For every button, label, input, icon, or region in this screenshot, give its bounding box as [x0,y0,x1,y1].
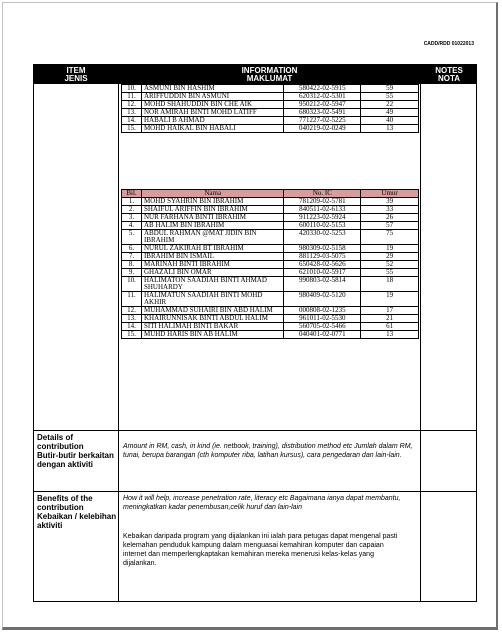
form-table [33,64,477,602]
cell-no: 11. [122,93,142,101]
cell-no: 10. [122,85,142,93]
participant-row [122,230,419,245]
cell-name: MOHD SYAHRIN BIN IBRAHIM [141,198,284,206]
table-header [34,65,476,84]
cell-ic: 420330-02-5253 [284,230,361,245]
cell-name: SITI HALIMAH BINTI BAKAR [141,323,284,331]
header-notes [421,67,477,83]
participant-list-continued [121,84,419,133]
participant-row [122,125,419,133]
header-info-en: INFORMATION [241,66,298,75]
participant-row [122,277,419,292]
cell-ic: 621010-02-5917 [284,269,361,277]
cell-age: 26 [361,214,419,222]
col-header-ic: No. IC [284,190,361,198]
cell-ic: 980309-02-5158 [284,245,361,253]
cell-ic: 781209-02-5781 [284,198,361,206]
details-label [37,433,117,469]
cell-age: 22 [361,101,419,109]
cell-ic: 950212-02-5947 [284,101,361,109]
cell-ic: 771227-02-5225 [284,117,361,125]
cell-ic: 000808-02-1235 [284,307,361,315]
col-header-age: Umur [361,190,419,198]
cell-name: IBRAHIM BIN ISMAIL [141,253,284,261]
benefits-text: Kebaikan daripada program yang dijalankan ini ialah para petugas dapat mengenal pasti kelemahan penduduk kampung dalam menguasai kemahiran komputer dan capaian internet dan memperlengkaptakan kemahiran mereka menerusi kelas-kelas yang dijalankan. [123,533,398,567]
cell-age: 75 [361,230,419,245]
cell-ic: 980409-02-5120 [284,292,361,307]
cell-name: MUHAMMAD SUHAIRI BIN ABD HALIM [141,307,284,315]
cell-name: KHAIRUNNISAK BINTI ABDUL HALIM [141,315,284,323]
cell-ic: 990803-02-5814 [284,277,361,292]
cell-no: 15. [122,125,142,133]
cell-ic: 881129-03-5075 [284,253,361,261]
cell-no: 4. [122,222,142,230]
cell-name: SHAIFUL ARIFFIN BIN IBRAHIM [141,206,284,214]
details-label-en: Details of contribution [37,433,84,451]
cell-no: 8. [122,261,142,269]
document-code: CADD/RDD 01022013 [423,41,474,47]
cell-ic: 840511-02-6133 [284,206,361,214]
cell-age: 55 [361,93,419,101]
cell-age: 19 [361,245,419,253]
cell-name: GHAZALI BIN OMAR [141,269,284,277]
cell-name: MOHD SHAHUDDIN BIN CHE AIK [141,101,284,109]
cell-name: MARINAH BINTI IBRAHIM [141,261,284,269]
cell-age: 21 [361,315,419,323]
cell-age: 57 [361,222,419,230]
cell-age: 52 [361,261,419,269]
cell-no: 12. [122,307,142,315]
cell-ic: 040401-02-0771 [284,331,361,339]
cell-no: 9. [122,269,142,277]
cell-no: 7. [122,253,142,261]
cell-ic: 911223-02-5924 [284,214,361,222]
cell-age: 40 [361,117,419,125]
cell-no: 13. [122,109,142,117]
row-divider-1 [34,430,476,431]
cell-age: 29 [361,253,419,261]
cell-name: ASMUNI BIN HASHIM [141,85,284,93]
cell-ic: 580422-02-5915 [284,85,361,93]
cell-age: 59 [361,85,419,93]
cell-name: NUR FARHANA BINTI IBRAHIM [141,214,284,222]
cell-no: 10. [122,277,142,292]
cell-name: NURUL ZAKIRAH BT IBRAHIM [141,245,284,253]
cell-no: 6. [122,245,142,253]
cell-age: 39 [361,198,419,206]
col-header-name: Nama [141,190,284,198]
cell-no: 3. [122,214,142,222]
benefits-prompt: How it will help, increase penetration rate, literacy etc Bagaimana ianya dapat membantu, meningkatkan kadar penembusan,celik huruf dan lain-lain [123,495,401,511]
header-notes-ms: NOTA [437,74,461,83]
header-item-en: ITEM [66,66,86,75]
details-label-ms: Butir-butir berkaitan dengan aktiviti [37,451,114,469]
cell-no: 13. [122,315,142,323]
cell-age: 18 [361,277,419,292]
cell-name: HALIMATUN SAADIAH BINTI MOHD AKHIR [141,292,284,307]
benefits-label [37,494,117,530]
header-item-ms: JENIS [64,74,88,83]
column-divider-1 [118,84,119,430]
cell-ic: 961011-02-5530 [284,315,361,323]
cell-ic: 040219-02-0249 [284,125,361,133]
participant-row [122,292,419,307]
cell-name: HABALI B AHMAD [141,117,284,125]
cell-age: 19 [361,292,419,307]
header-item [34,67,118,83]
cell-ic: 680323-02-5491 [284,109,361,117]
row-divider-2 [34,491,476,492]
details-text: Amount in RM, cash, in kind (ie. netbook, training), distribution method etc Jumlah dalam RM, tunai, berupa barangan (cth komputer riba, latihan kursus), cara pengedaran dan lain-lain. [123,443,413,459]
cell-name: AB HALIM BIN IBRAHIM [141,222,284,230]
header-info [119,67,420,83]
cell-no: 12. [122,101,142,109]
cell-no: 14. [122,323,142,331]
cell-name: NOR AMIRAH BINTI MOHD LATIFF [141,109,284,117]
header-notes-en: NOTES [435,66,463,75]
cell-age: 13 [361,125,419,133]
cell-no: 5. [122,230,142,245]
document-page [2,2,498,630]
cell-age: 49 [361,109,419,117]
cell-no: 11. [122,292,142,307]
participant-list [121,189,419,339]
benefits-label-en: Benefits of the contribution [37,494,93,512]
cell-ic: 620312-02-5301 [284,93,361,101]
column-divider-2 [420,84,421,602]
cell-age: 17 [361,307,419,315]
header-info-ms: MAKLUMAT [246,74,293,83]
cell-no: 15. [122,331,142,339]
cell-ic: 560705-02-5466 [284,323,361,331]
cell-age: 55 [361,269,419,277]
col-header-no: Bil. [122,190,142,198]
cell-name: HALIMATON SAADIAH BINTI AHMAD SHUHARDY [141,277,284,292]
cell-no: 14. [122,117,142,125]
cell-age: 13 [361,331,419,339]
cell-name: ARIFFUDDIN BIN ASMUNI [141,93,284,101]
cell-age: 61 [361,323,419,331]
cell-ic: 600110-02-5153 [284,222,361,230]
cell-no: 1. [122,198,142,206]
cell-name: MUHD HARIS BIN AB HALIM [141,331,284,339]
benefits-label-ms: Kebaikan / kelebihan aktiviti [37,512,117,530]
cell-name: ABDUL RAHMAN @MAT JIDIN BIN IBRAHIM [141,230,284,245]
column-divider-1b [118,430,119,602]
cell-ic: 650428-02-5626 [284,261,361,269]
cell-name: MOHD HAIKAL BIN HABALI [141,125,284,133]
cell-no: 2. [122,206,142,214]
participant-row [122,331,419,339]
cell-age: 33 [361,206,419,214]
